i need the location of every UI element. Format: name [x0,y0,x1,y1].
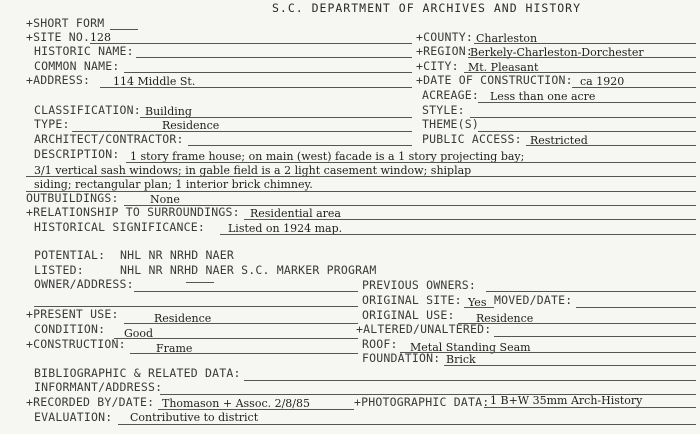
potential-options: NHL NR NRHD NAER [120,248,234,262]
acreage-line [478,102,696,103]
region-label: +REGION: [416,44,473,58]
theme-label: THEME(S) [422,117,479,131]
moved-label: MOVED/DATE: [494,293,573,307]
address-line [100,87,412,88]
classification-line [140,117,412,118]
acreage-value: Less than one acre [490,90,596,103]
city-label: +CITY: [416,59,459,73]
evaluation-line [118,424,696,425]
owner-label: OWNER/ADDRESS: [34,277,134,291]
condition-value: Good [124,327,154,340]
original-site-label: ORIGINAL SITE: [362,293,462,307]
listed-label: LISTED: [34,263,84,277]
description-rule-1 [126,162,696,163]
relationship-label: +RELATIONSHIP TO SURROUNDINGS: [26,205,240,219]
public-access-value: Restricted [530,134,588,147]
description-label: DESCRIPTION: [34,147,120,161]
short-form-line [110,29,138,30]
county-line [474,43,696,44]
style-line [470,117,696,118]
address-label: +ADDRESS: [26,73,91,87]
listed-options: NHL NR NRHD NAER S.C. MARKER PROGRAM [120,263,377,277]
county-value: Charleston [476,32,538,45]
foundation-line [444,365,696,366]
public-access-label: PUBLIC ACCESS: [422,132,522,146]
classification-value: Building [145,105,192,118]
previous-owners-line [486,291,696,292]
region-value: Berkely-Charleston-Dorchester [470,46,644,59]
significance-value: Listed on 1924 map. [228,222,343,235]
original-site-value: Yes [468,296,487,309]
date-line [572,87,696,88]
description-rule-3 [26,191,696,192]
type-label: TYPE: [34,117,70,131]
condition-line [114,338,358,339]
nrhd-underline [186,282,214,283]
previous-owners-label: PREVIOUS OWNERS: [362,278,476,292]
biblio-line [244,380,696,381]
original-site-line [464,307,494,308]
outbuildings-value: None [150,193,180,206]
site-no-label: +SITE NO. [26,30,91,44]
construction-value: Frame [156,342,193,355]
photo-value: 1 B+W 35mm Arch-History [490,394,643,407]
date-label: +DATE OF CONSTRUCTION: [416,73,573,87]
common-name-label: COMMON NAME: [34,59,120,73]
owner-line [134,291,358,292]
evaluation-value: Contributive to district [130,411,259,424]
roof-value: Metal Standing Seam [410,341,531,354]
present-use-value: Residence [154,312,212,325]
site-no-value: 128 [90,31,111,44]
acreage-label: ACREAGE: [422,88,479,102]
architect-line [188,145,412,146]
historic-name-line [136,57,412,58]
region-line [468,57,696,58]
type-value: Residence [162,119,220,132]
significance-label: HISTORICAL SIGNIFICANCE: [34,220,205,234]
site-no-line [90,43,412,44]
public-access-line [526,145,696,146]
original-use-value: Residence [476,312,534,325]
construction-label: +CONSTRUCTION: [26,337,126,351]
altered-label: +ALTERED/UNALTERED: [356,322,492,336]
outbuildings-label: OUTBUILDINGS: [26,191,119,205]
description-line-2: 3/1 vertical sash windows; in gable field is a 2 light casement window; shiplap [34,164,472,177]
recorded-line [158,409,354,410]
description-rule-2 [26,176,696,177]
photo-line [484,407,696,408]
condition-label: CONDITION: [34,322,106,336]
description-line-1: 1 story frame house; on main (west) facade is a 1 story projecting bay; [130,150,525,163]
relationship-value: Residential area [250,207,341,220]
present-use-label: +PRESENT USE: [26,307,119,321]
card-header: S.C. DEPARTMENT OF ARCHIVES AND HISTORY [272,1,582,15]
roof-label: ROOF: [362,337,398,351]
present-use-line [124,323,358,324]
date-value: ca 1920 [580,75,625,88]
short-form-label: +SHORT FORM [26,16,105,30]
construction-line [130,353,358,354]
city-value: Mt. Pleasant [468,61,539,74]
altered-line [494,336,696,337]
original-use-label: ORIGINAL USE: [362,308,455,322]
biblio-label: BIBLIOGRAPHIC & RELATED DATA: [34,366,241,380]
recorded-value: Thomason + Assoc. 2/8/85 [162,397,311,410]
roof-line [400,352,696,353]
recorded-label: +RECORDED BY/DATE: [26,395,155,409]
style-label: STYLE: [422,103,465,117]
common-name-line [124,72,412,73]
evaluation-label: EVALUATION: [34,410,113,424]
architect-label: ARCHITECT/CONTRACTOR: [34,132,184,146]
historic-name-label: HISTORIC NAME: [34,44,134,58]
informant-label: INFORMANT/ADDRESS: [34,380,163,394]
photo-label: +PHOTOGRAPHIC DATA: [354,395,490,409]
potential-label: POTENTIAL: [34,248,106,262]
description-line-3: siding; rectangular plan; 1 interior brick chimney. [34,178,313,191]
moved-line [576,307,696,308]
foundation-value: Brick [446,353,476,366]
relationship-line [244,219,696,220]
foundation-label: FOUNDATION: [362,351,441,365]
county-label: +COUNTY: [416,30,473,44]
address-value: 114 Middle St. [113,75,196,88]
original-use-line [458,323,696,324]
significance-line [220,234,696,235]
classification-label: CLASSIFICATION: [34,103,141,117]
